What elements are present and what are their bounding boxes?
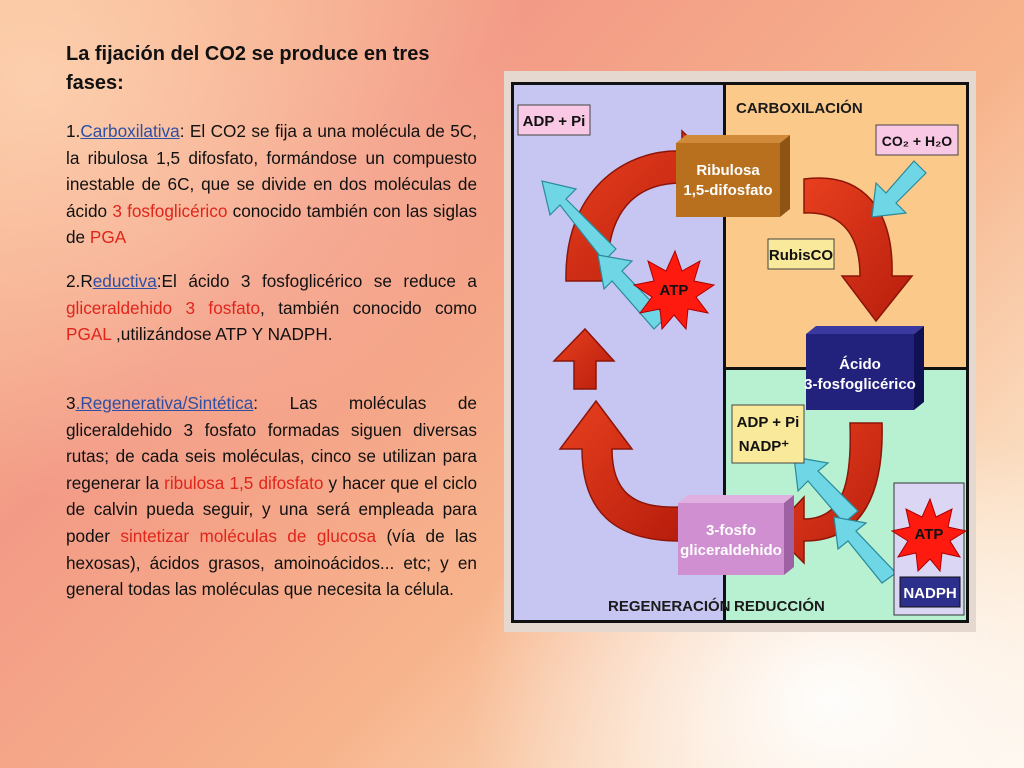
carboxilacion-label: CARBOXILACIÓN <box>736 100 863 117</box>
reduccion-label: REDUCCIÓN <box>734 598 825 615</box>
p1-number: 1. <box>66 121 81 141</box>
co2-h2o-label: CO₂ + H₂O <box>881 133 953 149</box>
ribulosa-label-2: 1,5-difosfato <box>683 182 773 199</box>
paragraph-reductiva <box>66 268 477 348</box>
p1-highlight-fosfoglicerico: 3 fosfoglicérico <box>112 200 228 221</box>
reductiva-link[interactable]: eductiva <box>92 271 157 291</box>
p2-text-a: :El ácido 3 fosfoglicérico se reduce a <box>156 271 477 291</box>
carboxilativa-link[interactable]: Carboxilativa <box>80 121 180 141</box>
fosfo-box <box>678 503 784 575</box>
adp-pi-top-label: ADP + Pi <box>522 113 586 130</box>
calvin-cycle-diagram <box>504 71 976 632</box>
paragraph-carboxilativa <box>66 118 477 251</box>
ribulosa-box-top <box>676 135 790 143</box>
atp-left-label: ATP <box>659 282 689 299</box>
p3-text-b: y hacer que el ciclo de calvin pueda seguir, y una será empleada para poder <box>66 472 478 546</box>
p2-highlight-gliceraldehido: gliceraldehido 3 fosfato <box>66 297 261 318</box>
acido-box-side <box>914 326 924 410</box>
rubisco-label: RubisCO <box>768 247 834 264</box>
p2-text-b: , también conocido como <box>260 297 477 318</box>
p1-highlight-pga: PGA <box>89 227 127 248</box>
nadph-label: NADPH <box>903 585 957 602</box>
ribulosa-box <box>676 143 780 217</box>
acido-box-top <box>806 326 924 334</box>
fosfo-box-top <box>678 495 794 503</box>
paragraph-regenerativa <box>66 390 477 603</box>
p3-text-a: : Las moléculas de gliceraldehido 3 fosfato formadas siguen diversas rutas; de cada seis moléculas, cinco se utilizan para regenerar la <box>66 393 477 493</box>
p3-number: 3 <box>66 393 76 413</box>
acido-label-2: 3-fosfoglicérico <box>804 376 916 393</box>
p3-highlight-ribulosa: ribulosa 1,5 difosfato <box>164 472 324 493</box>
ribulosa-label-1: Ribulosa <box>696 162 760 179</box>
ribulosa-box-side <box>780 135 790 217</box>
fosfo-box-side <box>784 495 794 575</box>
p2-number: 2.R <box>66 271 93 291</box>
p3-highlight-glucosa: sintetizar moléculas de glucosa <box>120 525 377 546</box>
slide-title: La fijación del CO2 se produce en tres fases: <box>66 43 430 94</box>
regenerativa-link[interactable]: .Regenerativa/Sintética <box>75 393 254 413</box>
p2-highlight-pgal: PGAL <box>66 324 112 345</box>
p3-text-c: (vía de las hexosas), ácidos grasos, amoinoácidos... etc; y en general todas las moléculas que necesita la célula. <box>66 525 477 600</box>
p1-text-a: : El CO2 se fija a una molécula de 5C, la ribulosa 1,5 difosfato, formándose un compuesto inestable de 6C, que se divide en dos moléculas de ácido <box>66 121 477 221</box>
adp-pi-nadp-label-2: NADP⁺ <box>738 438 790 455</box>
atp-right-label: ATP <box>914 526 944 543</box>
p1-text-b: conocido también con las siglas de <box>66 200 478 248</box>
acido-label-1: Ácido <box>839 356 881 373</box>
p2-text-c: ,utilizándose ATP Y NADPH. <box>111 324 333 345</box>
adp-pi-nadp-label-1: ADP + Pi <box>736 414 800 431</box>
fosfo-label-2: gliceraldehido <box>680 542 782 559</box>
regeneracion-label: REGENERACIÓN <box>608 598 731 615</box>
fosfo-label-1: 3-fosfo <box>706 522 756 539</box>
